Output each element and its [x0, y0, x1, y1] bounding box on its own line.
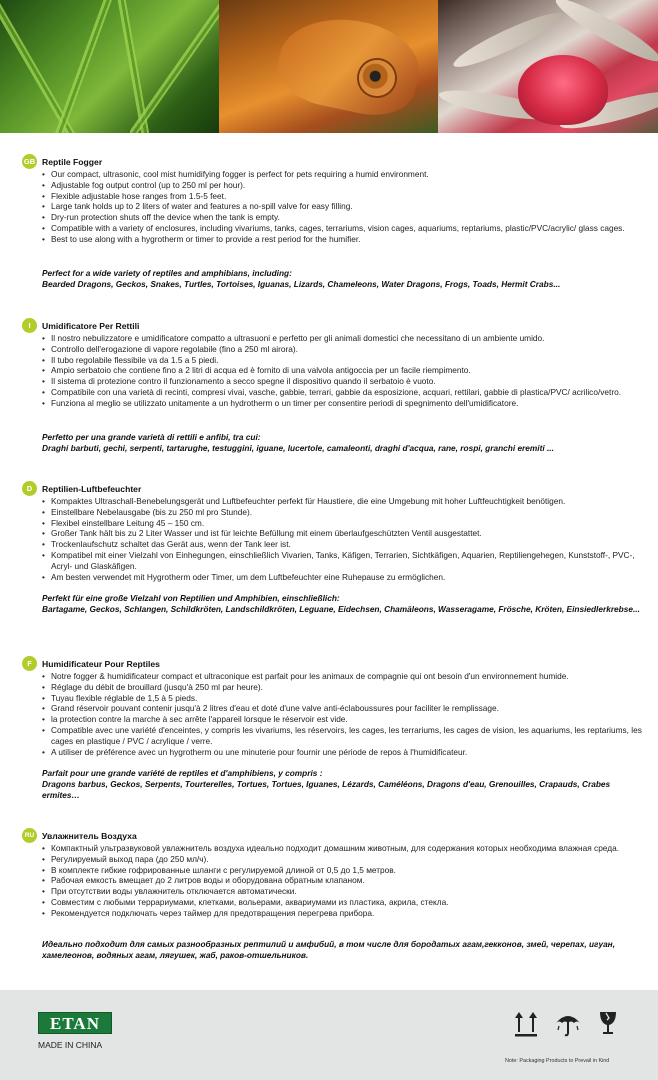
- list-item: • Einstellbare Nebelausgabe (bis zu 250 ml pro Stunde).: [42, 507, 642, 518]
- list-item: • A utiliser de préférence avec un hygrotherm ou une minuterie pour fournir une période de repos à l'humidificateur.: [42, 747, 642, 758]
- list-item: • la protection contre la marche à sec arrête l'appareil lorsque le réservoir est vide.: [42, 714, 642, 725]
- list-item: • Large tank holds up to 2 liters of water and features a no-spill valve for easy filling.: [42, 201, 642, 212]
- list-item: • Регулируемый выход пара (до 250 мл/ч).: [42, 854, 642, 865]
- list-item: • Our compact, ultrasonic, cool mist humidifying fogger is perfect for pets requiring a humid environment.: [42, 169, 642, 180]
- note-lead: Parfait pour une grande variété de reptiles et d'amphibiens, y compris :: [42, 768, 323, 778]
- list-item: • Рабочая емкость вмещает до 2 литров воды и оборудована обратным клапаном.: [42, 875, 642, 886]
- fragile-glass-icon: [593, 1010, 623, 1038]
- note-lead: Perfetto per una grande varietà di rettili e anfibi, tra cui:: [42, 432, 261, 442]
- feature-list: [42, 333, 642, 409]
- list-item: • Notre fogger & humidificateur compact et ultraconique est parfait pour les animaux de compagnie qui ont besoin d'un environnement humide.: [42, 671, 642, 682]
- list-item: • Компактный ультразвуковой увлажнитель воздуха идеально подходит домашним животным, для содержания которых необходима влажная среда.: [42, 843, 642, 854]
- bromeliad-plant-image: [438, 0, 658, 133]
- language-badge-gb: GB: [22, 154, 37, 169]
- suitable-species-note: [42, 268, 642, 290]
- keep-dry-umbrella-icon: [553, 1010, 583, 1038]
- list-item: • Controllo dell'erogazione di vapore regolabile (fino a 250 ml airora).: [42, 344, 642, 355]
- note-lead: Perfekt für eine große Vielzahl von Reptilien und Amphibien, einschließlich:: [42, 593, 340, 603]
- list-item: • Flexibel einstellbare Leitung 45 – 150 cm.: [42, 518, 642, 529]
- section-title: Увлажнитель Воздуха: [42, 831, 137, 841]
- list-item: • Kompatibel mit einer Vielzahl von Einhegungen, einschließlich Vivarien, Tanks, Käfigen, Terrarien, Sichtkäfigen, Aquarien, Reptiliengehegen, Kunststoff-, PVC-, Acryl- und Glaskäfigen.: [42, 550, 642, 572]
- etan-logo: ETAN: [38, 1012, 112, 1034]
- this-way-up-icon: [513, 1010, 543, 1038]
- chameleon-image: [219, 0, 438, 133]
- list-item: • Compatible with a variety of enclosures, including vivariums, tanks, cages, terrariums, vision cages, aquariums, reptariums, plastic/PVC/acrylic/ glass cages.: [42, 223, 642, 234]
- list-item: • Compatibile con una varietà di recinti, compresi vivai, vasche, gabbie, terrari, gabbie da esposizione, acquari, rettilari, gabbie di plastica/PVC/ acrilico/vetro.: [42, 387, 642, 398]
- footer: [0, 990, 658, 1080]
- fern-image: [0, 0, 219, 133]
- language-badge-d: D: [22, 481, 37, 496]
- suitable-species-note: [42, 939, 642, 961]
- hero-image-strip: [0, 0, 658, 133]
- list-item: • Réglage du débit de brouillard (jusqu'à 250 ml par heure).: [42, 682, 642, 693]
- section-title: Humidificateur Pour Reptiles: [42, 659, 160, 669]
- language-badge-f: F: [22, 656, 37, 671]
- suitable-species-note: [42, 768, 642, 801]
- list-item: • Kompaktes Ultraschall-Benebelungsgerät und Luftbefeuchter perfekt für Haustiere, die eine Umgebung mit hoher Luftfeuchtigkeit benötigen.: [42, 496, 642, 507]
- list-item: • Best to use along with a hygrotherm or timer to provide a rest period for the humifier.: [42, 234, 642, 245]
- list-item: • Funziona al meglio se utilizzato unitamente a un hydrotherm o un timer per consentire periodi di spegnimento dell'umidificatore.: [42, 398, 642, 409]
- list-item: • Trockenlaufschutz schaltet das Gerät aus, wenn der Tank leer ist.: [42, 539, 642, 550]
- list-item: • Il tubo regolabile flessibile va da 1.5 a 5 piedi.: [42, 355, 642, 366]
- note-list: Bartagame, Geckos, Schlangen, Schildkröten, Landschildkröten, Leguane, Eidechsen, Chamäleons, Wasseragame, Frösche, Kröten, Einsiedlerkrebse...: [42, 604, 640, 614]
- note-list: Dragons barbus, Geckos, Serpents, Tourterelles, Tortues, Tortues, Iguanes, Lézards, Caméléons, Dragons d'eau, Grenouilles, Crapauds, Crabes ermites…: [42, 779, 611, 800]
- language-badge-i: I: [22, 318, 37, 333]
- feature-list: [42, 671, 642, 757]
- note-list: Идеально подходит для самых разнообразных рептилий и амфибий, в том числе для бородатых агам,гекконов, змей, черепах, игуан, хамелеонов, водяных агам, лягушек, жаб, раков-отшельников.: [42, 939, 615, 960]
- list-item: • Il sistema di protezione contro il funzionamento a secco spegne il dispositivo quando il serbatoio è vuoto.: [42, 376, 642, 387]
- language-badge-ru: RU: [22, 828, 37, 843]
- list-item: • Совместим с любыми террариумами, клетками, вольерами, аквариумами из пластика, акрила, стекла.: [42, 897, 642, 908]
- list-item: • Grand réservoir pouvant contenir jusqu'à 2 litres d'eau et doté d'une valve anti-éclaboussures pour faciliter le remplissage.: [42, 703, 642, 714]
- list-item: • Adjustable fog output control (up to 250 ml per hour).: [42, 180, 642, 191]
- list-item: • Flexible adjustable hose ranges from 1.5-5 feet.: [42, 191, 642, 202]
- note-list: Bearded Dragons, Geckos, Snakes, Turtles, Tortoises, Iguanas, Lizards, Chameleons, Water Dragons, Frogs, Toads, Hermit Crabs...: [42, 279, 561, 289]
- list-item: • При отсутствии воды увлажнитель отключается автоматически.: [42, 886, 642, 897]
- feature-list: [42, 169, 642, 245]
- note-lead: Perfect for a wide variety of reptiles and amphibians, including:: [42, 268, 292, 278]
- list-item: • Tuyau flexible réglable de 1,5 à 5 pieds.: [42, 693, 642, 704]
- list-item: • В комплекте гибкие гофрированные шланги с регулируемой длиной от 0,5 до 1,5 метров.: [42, 865, 642, 876]
- list-item: • Am besten verwendet mit Hygrotherm oder Timer, um dem Luftbefeuchter eine Ruhepause zu ermöglichen.: [42, 572, 642, 583]
- list-item: • Il nostro nebulizzatore e umidificatore compatto a ultrasuoni e perfetto per gli animali domestici che necessitano di un ambiente umido.: [42, 333, 642, 344]
- packaging-note: Note: Packaging Products to Prevail in Kind: [505, 1058, 610, 1064]
- suitable-species-note: [42, 432, 642, 454]
- list-item: • Großer Tank hält bis zu 2 Liter Wasser und ist für leichte Befüllung mit einem überlaufgeschützten Ventil ausgestattet.: [42, 528, 642, 539]
- section-title: Reptile Fogger: [42, 157, 103, 167]
- note-list: Draghi barbuti, gechi, serpenti, tartarughe, testuggini, iguane, lucertole, camaleonti, draghi d'acqua, rane, rospi, granchi eremiti ...: [42, 443, 554, 453]
- section-title: Reptilien-Luftbefeuchter: [42, 484, 142, 494]
- feature-list: [42, 496, 642, 582]
- list-item: • Рекомендуется подключать через таймер для предотвращения перегрева прибора.: [42, 908, 642, 919]
- list-item: • Dry-run protection shuts off the device when the tank is empty.: [42, 212, 642, 223]
- section-title: Umidificatore Per Rettili: [42, 321, 140, 331]
- suitable-species-note: [42, 593, 642, 615]
- feature-list: [42, 843, 642, 919]
- list-item: • Compatible avec une variété d'enceintes, y compris les vivariums, les réservoirs, les cages, les terrariums, les cages de vision, les aquariums, les reptariums, les cages en plastique / PVC / acrylique / verre.: [42, 725, 642, 747]
- made-in-label: MADE IN CHINA: [38, 1040, 103, 1050]
- list-item: • Ampio serbatoio che contiene fino a 2 litri di acqua ed è fornito di una valvola antigoccia per un facile riempimento.: [42, 365, 642, 376]
